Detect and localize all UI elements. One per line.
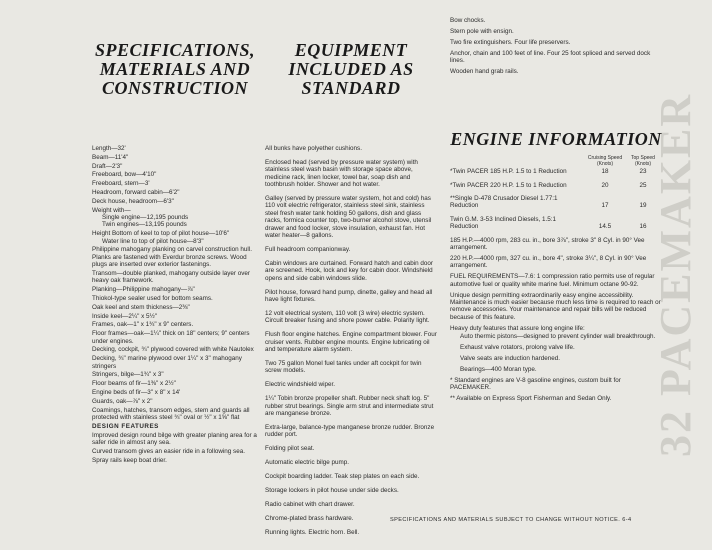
engine-top: 19	[639, 202, 647, 210]
col-top-header: Top Speed (Knots)	[631, 154, 655, 167]
equipment-item: Full headroom companionway.	[265, 245, 351, 253]
spec-title: SPECIFICATIONS, MATERIALS AND CONSTRUCTION	[94, 40, 256, 98]
col-cruise-header: Cruising Speed (Knots)	[587, 154, 623, 167]
spec-item: Decking, cockpit, ¾" plywood covered with white Nautolex	[92, 346, 254, 354]
engine-label: *Twin PACER 185 H.P. 1.5 to 1 Reduction	[450, 168, 567, 176]
spec-item: Inside keel—2¼" x 5½"	[92, 312, 158, 320]
equipment-item: Electric windshield wiper.	[265, 381, 335, 389]
engine-cruise: 14.5	[598, 223, 612, 231]
spec-item: Thiokol-type sealer used for bottom seams.	[92, 295, 213, 302]
show-through-text: 32 PACEMAKER	[651, 92, 700, 458]
spec-item: Single engine—12,195 pounds	[102, 213, 189, 221]
equipment-item: Storage lockers in pilot house under side decks.	[265, 486, 399, 494]
engine-row	[450, 182, 662, 195]
engine-top: 25	[639, 181, 647, 189]
spec-item: Decking, ¾" marine plywood over 1¼" x 3" mahogany stringers	[92, 355, 242, 370]
engine-cruise: 17	[601, 202, 609, 210]
spec-item: Headroom, forward cabin—6'2"	[92, 188, 180, 196]
equipment-item: Automatic electric bilge pump.	[265, 459, 349, 467]
engine-note: Bearings—400 Moran type.	[460, 365, 537, 373]
spec-item: Water line to top of pilot house—8'3"	[102, 237, 204, 245]
engine-note: Unique design permitting extraordinarily easy engine accessibility. Maintenance is much easier because much less time is required to reach or remove accessories. Your maintenance and repair bills will be reduced because of this feature.	[450, 291, 661, 321]
engine-label: *Twin PACER 220 H.P. 1.5 to 1 Reduction	[450, 181, 567, 189]
engine-title: ENGINE INFORMATION	[450, 128, 662, 149]
engine-label: Twin G.M. 3-53 Inclined Diesels, 1.5:1 Reduction	[450, 215, 557, 231]
engine-note: 185 H.P.—4000 rpm, 283 cu. in., bore 3⅞", stroke 3" 8 Cyl. in 90° Vee arrangement.	[450, 236, 645, 251]
spec-item: Oak keel and stem thickness—2⅜"	[92, 303, 190, 311]
equipment-item: All bunks have polyether cushions.	[265, 145, 362, 152]
equipment-item: Radio cabinet with chart drawer.	[265, 500, 355, 508]
engine-cruise: 20	[601, 181, 609, 189]
spec-item: Deck house, headroom—6'3"	[92, 197, 174, 205]
misc-item: Wooden hand grab rails.	[450, 68, 519, 76]
equipment-item: 1¼" Tobin bronze propeller shaft. Rubber neck shaft log. 5" rubber strut bearings. Single arm strut and intermediate strut are manganese bronze.	[265, 395, 434, 417]
spec-item: Draft—2'3"	[92, 162, 123, 170]
engine-cruise: 18	[601, 168, 609, 176]
spec-item: Planking—Philippine mahogany—⅞"	[92, 286, 195, 294]
engine-note: ** Available on Express Sport Fisherman and Sedan Only.	[450, 394, 612, 402]
equipment-item: Flush floor engine hatches. Engine compartment blower. Four cruiser vents. Rubber engine mounts. Engine lubricating oil and temperature alarm system.	[265, 331, 437, 354]
spec-item: Freeboard, bow—4'10"	[92, 171, 157, 179]
engine-label: **Single D-478 Crusador Diesel 1.77:1 Reduction	[450, 194, 558, 210]
spec-item: Frames, oak—1" x 1¾" x 9" centers.	[92, 321, 194, 329]
misc-item: Anchor, chain and 100 feet of line. Four 25 foot spliced and served dock lines.	[450, 49, 651, 65]
engine-table	[450, 155, 662, 237]
equipment-item: Enclosed head (served by pressure water system) with stainless steel wash basin with storage space above, medicine rack, linen locker, towel bar, soap dish and toothbrush holder. Shower and hot water.	[265, 158, 418, 189]
spec-item: Weight with—	[92, 206, 131, 214]
equipment-title: EQUIPMENT INCLUDED AS STANDARD	[288, 40, 414, 98]
equipment-item: Pilot house, forward hand pump, dinette, galley and head all have light fixtures.	[265, 288, 433, 303]
spec-item: Floor beams of fir—1⅜" x 2½"	[92, 380, 176, 388]
spec-item: Freeboard, stern—3'	[92, 180, 150, 188]
engine-row	[450, 216, 662, 237]
spec-item: Length—32'	[92, 145, 126, 152]
spec-item: Transom—double planked, mahogany outside layer over heavy oak framework.	[92, 270, 250, 285]
engine-note: FUEL REQUIREMENTS—7.6: 1 compression ratio permits use of regular automotive fuel or quality white marine fuel. Minimum octane 90-92.	[450, 273, 655, 288]
misc-item: Two fire extinguishers. Four life preservers.	[450, 38, 571, 46]
engine-row	[450, 168, 662, 181]
equipment-column	[265, 0, 437, 543]
footer-note: SPECIFICATIONS AND MATERIALS SUBJECT TO CHANGE WITHOUT NOTICE. 6-4	[390, 517, 632, 523]
design-features-heading: DESIGN FEATURES	[92, 422, 159, 430]
equipment-item: Folding pilot seat.	[265, 445, 315, 453]
engine-note: Heavy duty features that assure long engine life:	[450, 324, 585, 332]
engine-note: * Standard engines are V-8 gasoline engines, custom built for PACEMAKER.	[450, 376, 621, 392]
engine-row	[450, 195, 662, 216]
engine-top: 16	[639, 223, 647, 231]
engine-column	[450, 0, 662, 406]
equipment-item: Galley (served by pressure water system, hot and cold) has 110 volt electric refrigerator, stainless steel sink, stainless steel fresh water tank holding 50 gallons, dish and glass racks, formica counter top, two-burner alcohol stove, utensil drawer and food locker, stove insulation, exhaust fan. Hot water heater—8 gallons.	[265, 195, 432, 240]
equipment-item: Cockpit boarding ladder. Teak step plates on each side.	[265, 473, 420, 480]
engine-note: Auto thermic pistons—designed to prevent cylinder wall breakthrough.	[460, 333, 656, 341]
spec-item: Beam—11'4"	[92, 153, 129, 161]
engine-note: Exhaust valve rotators, prolong valve life.	[460, 343, 575, 351]
engine-note: Valve seats are induction hardened.	[460, 354, 560, 362]
engine-note: 220 H.P.—4000 rpm, 327 cu. in., bore 4", stroke 3¼", 8 Cyl. in 90° Vee arrangement.	[450, 254, 647, 270]
equipment-item: Running lights. Electric horn. Bell.	[265, 528, 360, 536]
equipment-item: Chrome-plated brass hardware.	[265, 514, 354, 522]
design-item: Spray rails keep boat drier.	[92, 456, 167, 464]
spec-item: Engine beds of fir—3" x 8" x 14'	[92, 388, 181, 396]
spec-item: Height Bottom of keel to top of pilot house—10'6"	[92, 230, 230, 238]
spec-item: Floor frames—oak—1¼" thick on 18" centers; 9" centers under engines.	[92, 330, 250, 345]
spec-item: Coamings, hatches, transom edges, stem and guards all protected with stainless steel ¾" oval or ½" x 1⅝" flat	[92, 406, 250, 421]
design-item: Curved transom gives an easier ride in a following sea.	[92, 447, 245, 455]
equipment-item: Extra-large, balance-type manganese bronze rudder. Bronze rudder port.	[265, 423, 435, 439]
misc-item: Stern pole with ensign.	[450, 27, 514, 35]
spec-item: Twin engines—13,195 pounds	[102, 221, 187, 229]
design-item: Improved design round bilge with greater planing area for a safer ride in almost any sea.	[92, 431, 257, 446]
equipment-item: Cabin windows are curtained. Forward hatch and cabin door are screened. Hook, lock and key for cabin door. Windshield opens and side cabin windows slide.	[265, 259, 434, 282]
spec-item: Stringers, bilge—1¾" x 3"	[92, 371, 164, 379]
equipment-item: 12 volt electrical system, 110 volt (3 wire) electric system. Circuit breaker fusing and shore power cable. Polarity light.	[265, 309, 430, 325]
equipment-item: Two 75 gallon Monel fuel tanks under aft cockpit for twin screw models.	[265, 359, 422, 375]
misc-item: Bow chocks.	[450, 17, 486, 24]
engine-top: 23	[639, 168, 647, 176]
spec-item: Philippine mahogany planking on carvel construction hull. Planks are fastened with Everdur bronze screws. Wood plugs are inserted over exterior fastenings.	[92, 246, 252, 269]
specifications-column	[92, 0, 258, 465]
spec-item: Guards, oak—⅞" x 2"	[92, 397, 153, 405]
